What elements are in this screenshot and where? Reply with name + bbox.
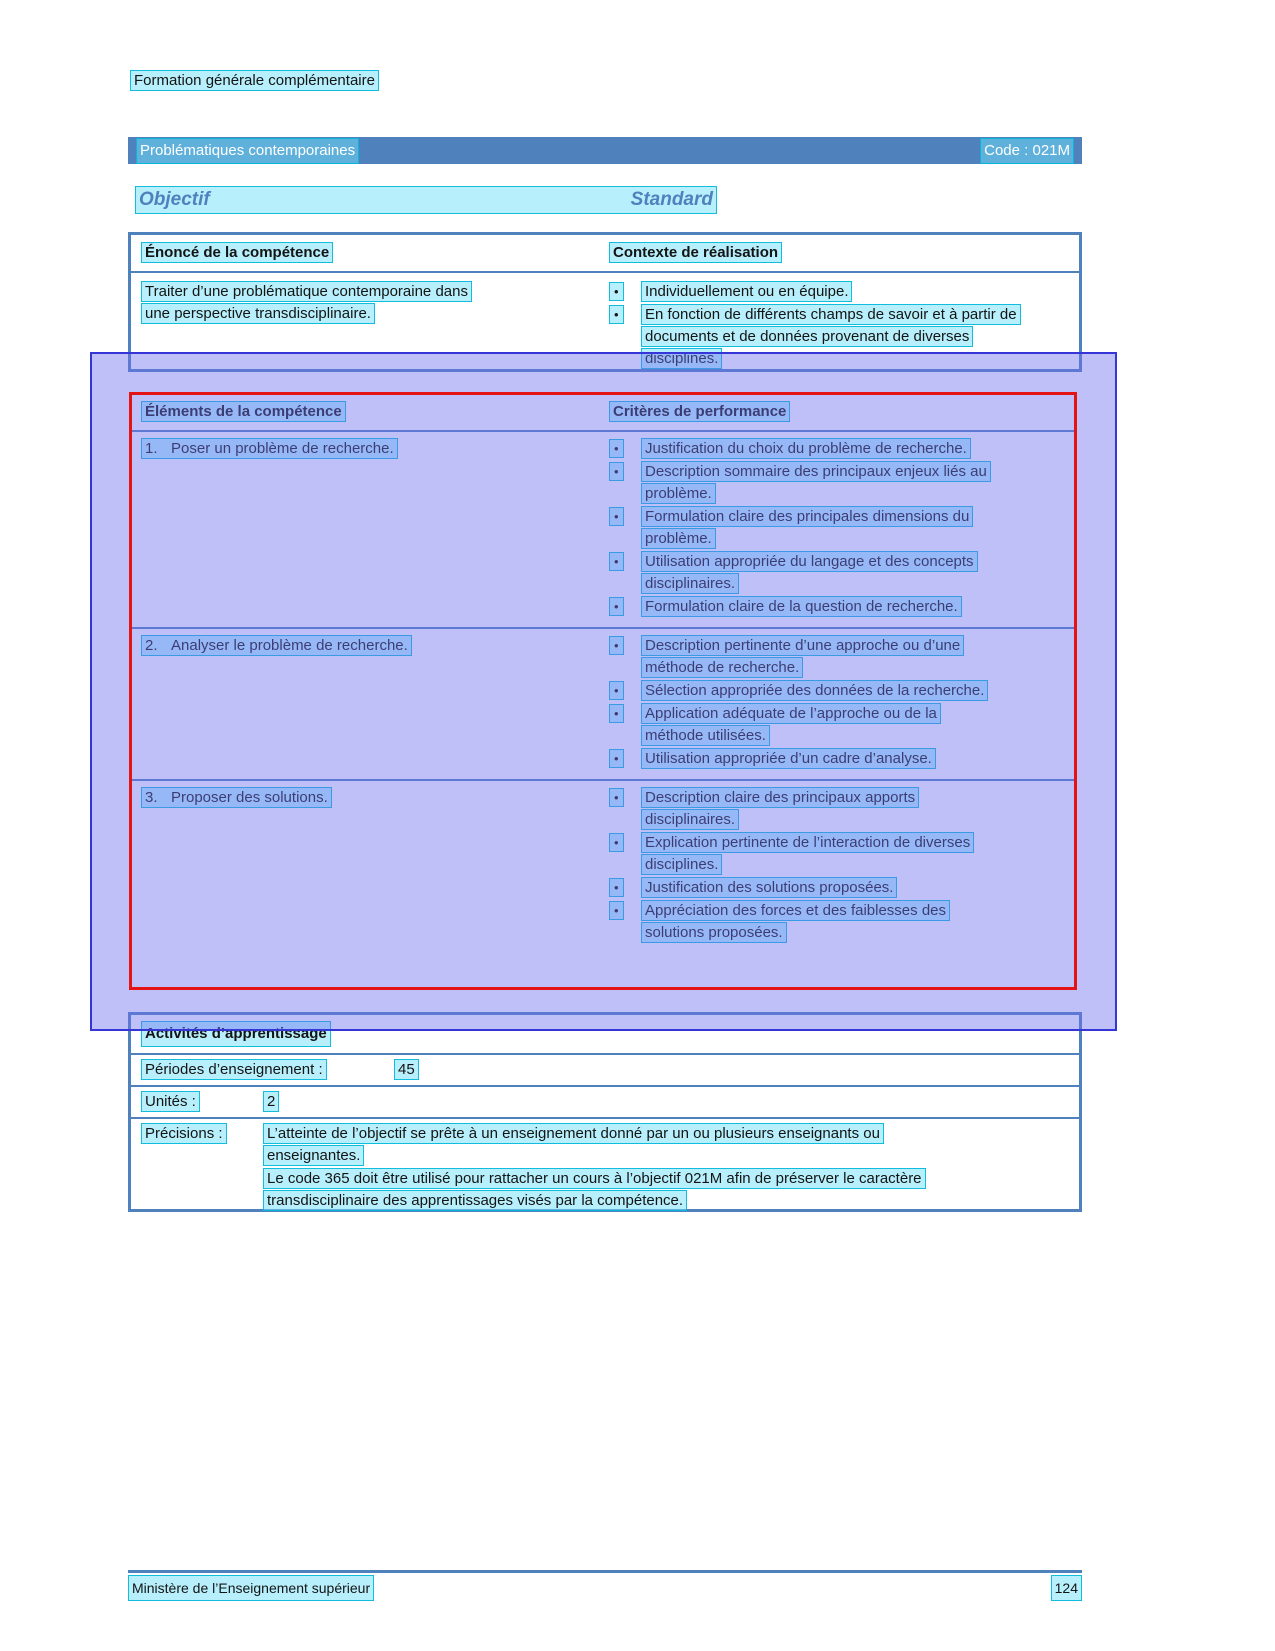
unites-label: Unités : — [141, 1091, 200, 1112]
criteria-item — [609, 832, 1065, 876]
objectif-standard-band — [135, 186, 717, 214]
precisions-text: L’atteinte de l’objectif se prête à un enseignement donné par un ou plusieurs enseignants ou enseignantes. — [263, 1123, 884, 1166]
element-number: 3. — [145, 789, 158, 806]
objectif-heading: Objectif — [139, 189, 210, 210]
unites-value: 2 — [263, 1091, 279, 1112]
activities-header: Activités d’apprentissage — [141, 1021, 331, 1047]
criteria-text: Justification du choix du problème de recherche. — [641, 438, 971, 459]
elements-table-header — [131, 394, 1075, 432]
criteria-item — [609, 703, 1065, 747]
element-number: 1. — [145, 440, 158, 457]
bullet-icon: • — [609, 282, 624, 301]
footer-page-number: 124 — [1051, 1575, 1082, 1601]
element-label — [141, 635, 412, 656]
unites-row — [131, 1087, 1079, 1119]
context-bullet-text: Individuellement ou en équipe. — [641, 281, 852, 302]
element-row — [131, 432, 1075, 629]
document-title: Problématiques contemporaines — [136, 138, 359, 164]
element-row — [131, 629, 1075, 781]
element-row — [131, 781, 1075, 953]
criteria-item — [609, 787, 1065, 831]
element-number: 2. — [145, 637, 158, 654]
program-section-label-row — [130, 70, 379, 92]
criteria-item — [609, 506, 1065, 550]
elements-table — [131, 394, 1075, 953]
bullet-icon: • — [609, 305, 624, 324]
element-label — [141, 438, 398, 459]
enonce-table — [128, 232, 1082, 372]
contexte-header: Contexte de réalisation — [609, 242, 782, 263]
criteria-text: Sélection appropriée des données de la recherche. — [641, 680, 988, 701]
bullet-icon: • — [609, 901, 624, 920]
enonce-table-body — [131, 273, 1079, 379]
criteres-header: Critères de performance — [609, 401, 790, 422]
enonce-table-header — [131, 235, 1079, 273]
criteria-text: Description pertinente d’une approche ou d’une méthode de recherche. — [641, 635, 964, 678]
bullet-icon: • — [609, 749, 624, 768]
periodes-label: Périodes d’enseignement : — [141, 1059, 327, 1080]
context-bullet-item — [609, 304, 1069, 370]
bullet-icon: • — [609, 507, 624, 526]
precisions-text: Le code 365 doit être utilisé pour rattacher un cours à l’objectif 021M afin de préserver le caractère transdisciplinaire des apprentissages visés par la compétence. — [263, 1168, 926, 1211]
elements-header: Éléments de la compétence — [141, 401, 346, 422]
criteria-text: Application adéquate de l’approche ou de la méthode utilisées. — [641, 703, 941, 746]
bullet-icon: • — [609, 636, 624, 655]
criteria-text: Explication pertinente de l’interaction de diverses disciplines. — [641, 832, 974, 875]
element-text: Proposer des solutions. — [171, 789, 328, 806]
criteria-text: Utilisation appropriée d’un cadre d’analyse. — [641, 748, 936, 769]
precisions-label: Précisions : — [141, 1123, 227, 1144]
document-code: Code : 021M — [980, 138, 1074, 164]
criteria-text: Formulation claire de la question de recherche. — [641, 596, 962, 617]
precisions-row — [131, 1119, 1079, 1217]
context-bullet-item — [609, 281, 1069, 303]
bullet-icon: • — [609, 462, 624, 481]
element-text: Analyser le problème de recherche. — [171, 637, 408, 654]
criteria-item — [609, 461, 1065, 505]
context-bullet-text: En fonction de différents champs de savoir et à partir de documents et de données provenant de diverses disciplines. — [641, 304, 1021, 369]
footer-rule — [128, 1570, 1082, 1573]
criteria-item — [609, 438, 1065, 460]
criteria-item — [609, 900, 1065, 944]
program-section-label: Formation générale complémentaire — [130, 70, 379, 91]
precisions-text-block — [263, 1123, 953, 1213]
bullet-icon: • — [609, 552, 624, 571]
bullet-icon: • — [609, 833, 624, 852]
criteria-item — [609, 635, 1065, 679]
element-label — [141, 787, 332, 808]
criteria-text: Formulation claire des principales dimensions du problème. — [641, 506, 973, 549]
criteria-item — [609, 551, 1065, 595]
criteria-text: Description sommaire des principaux enjeux liés au problème. — [641, 461, 991, 504]
criteria-item — [609, 680, 1065, 702]
competence-statement: Traiter d’une problématique contemporaine dans une perspective transdisciplinaire. — [141, 281, 472, 324]
criteria-item — [609, 596, 1065, 618]
criteria-text: Appréciation des forces et des faiblesses des solutions proposées. — [641, 900, 950, 943]
footer-ministry: Ministère de l’Enseignement supérieur — [128, 1575, 374, 1601]
bullet-icon: • — [609, 439, 624, 458]
bullet-icon: • — [609, 681, 624, 700]
element-text: Poser un problème de recherche. — [171, 440, 394, 457]
criteria-item — [609, 877, 1065, 899]
enonce-header: Énoncé de la compétence — [141, 242, 333, 263]
periodes-value: 45 — [394, 1059, 419, 1080]
criteria-item — [609, 748, 1065, 770]
periodes-row — [131, 1055, 1079, 1087]
criteria-text: Justification des solutions proposées. — [641, 877, 897, 898]
bullet-icon: • — [609, 704, 624, 723]
activities-table — [128, 1012, 1082, 1212]
standard-heading: Standard — [630, 189, 713, 210]
title-bar — [128, 137, 1082, 164]
bullet-icon: • — [609, 788, 624, 807]
activities-table-header — [131, 1015, 1079, 1055]
footer — [128, 1575, 1082, 1601]
bullet-icon: • — [609, 597, 624, 616]
bullet-icon: • — [609, 878, 624, 897]
criteria-text: Description claire des principaux apports disciplinaires. — [641, 787, 919, 830]
criteria-text: Utilisation appropriée du langage et des concepts disciplinaires. — [641, 551, 978, 594]
